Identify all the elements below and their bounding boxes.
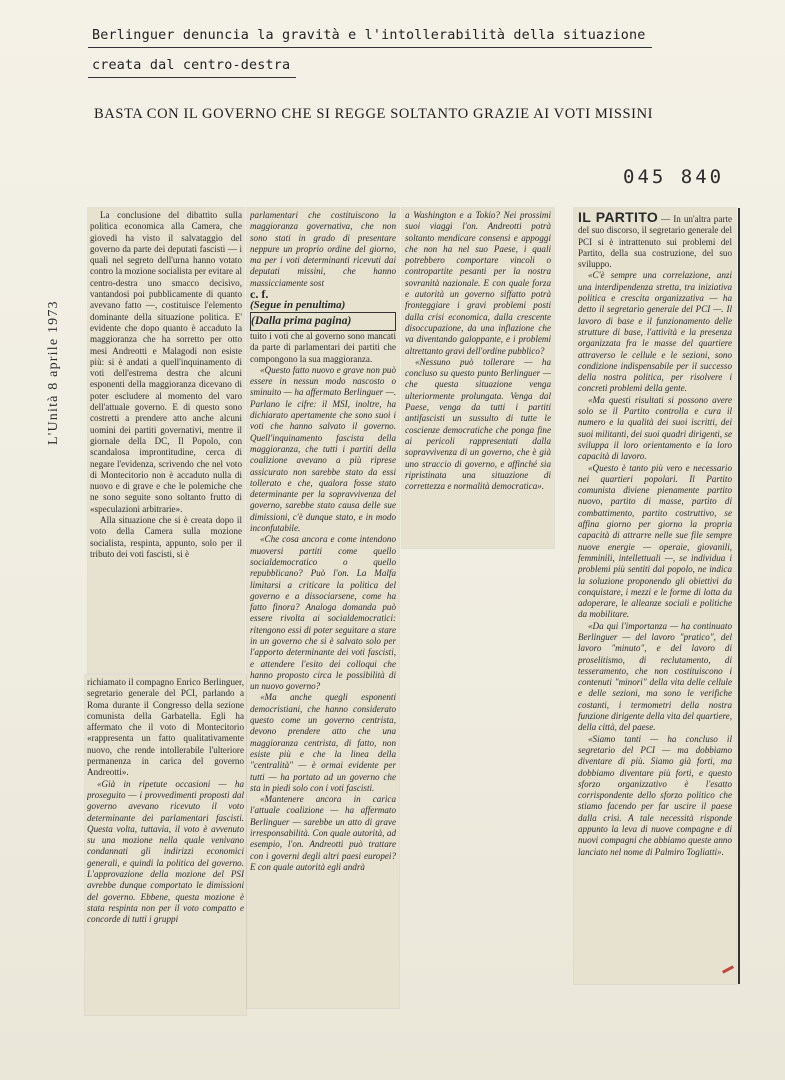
headline-line-1-text: Berlinguer denuncia la gravità e l'intollerabilità della situazione bbox=[92, 28, 646, 43]
article-column-1 bbox=[90, 210, 242, 670]
col3-paragraph-1: a Washington e a Tokio? Nei prossimi suoi viaggi l'on. Andreotti potrà soltanto mendicare consensi e appoggi che non ha nel suo Paese, i quali potrebbero comportare vincoli o contropartite pesanti per la nostra sovranità nazionale. E con quale forza e autorità un governo siffatto potrà fronteggiare i gravi problemi posti dalla crisi economica, dalla crescente disoccupazione, da una inflazione che va diventando galoppante, e i problemi altrettanto gravi dell'ordine pubblico? bbox=[405, 210, 551, 356]
col2-paragraph-3: «Questo fatto nuovo e grave non può essere in nessun modo nascosto o sminuito — ha affermato Berlinguer —. Parlano le cifre: il MSI, inoltre, ha dichiarato apertamente che sono suoi i voti che hanno salvato il governo. Quell'inquinamento fascista della maggioranza, che tutti i partiti della coalizione avevano a più riprese assicurato non sarebbe stato da essi tollerato e che, qualora fosse stato determinante per la sopravvivenza del governo, sarebbe stato causa delle sue dimissioni, c'è dunque stato, e in modo inconfutabile. bbox=[250, 364, 396, 534]
col2-paragraph-4: «Che cosa ancora e come intendono muoversi partiti come quello socialdemocratico o quello repubblicano? Può l'on. La Malfa limitarsi a criticare la politica del governo e a dissociarsene, come ha fatto finora? Analoga domanda può essere rivolta ai socialdemocratici: ritengono essi di poter seguitare a stare in un governo che si è salvato solo per l'apporto determinante dei voti fascisti, e attendere l'esito dei colloqui che hanno proposto circa le possibilità di un nuovo governo? bbox=[250, 534, 396, 692]
from-first-page-box: (Dalla prima pagina) bbox=[250, 312, 396, 331]
headline-underline-2 bbox=[88, 77, 296, 79]
col1b-paragraph-1: richiamato il compagno Enrico Berlinguer, segretario generale del PCI, parlando a Roma durante il Congresso della sezione comunista della Garbatella. Egli ha affermato che il voto di Montecitorio «rappresenta un fatto qualitativamente nuovo, che rende intollerabile l'ulteriore permanenza in carica del governo Andreotti». bbox=[87, 677, 244, 778]
headline-line-1 bbox=[92, 28, 646, 43]
clipping-col2 bbox=[247, 208, 399, 1008]
col4-paragraph-4: «Questo è tanto più vero e necessario nei quartieri popolari. Il Partito comunista diviene pienamente partito nuovo, partito di masse, partito di combattimento, partito costruttivo, se affina giorno per giorno la propria capacità di attrarre nelle sue file sempre nuove energie — operaie, giovanili, femminili, intellettuali —, se individua i problemi più sentiti dal popolo, ne indica la soluzione proponendo gli obiettivi da conquistare, i mezzi e le forme di lotta da adoperare, le alleanze sociali e politiche da mobilitare. bbox=[578, 462, 732, 620]
article-column-3 bbox=[405, 210, 551, 546]
author-signature: c. f. bbox=[250, 287, 269, 302]
clipping-col3 bbox=[402, 208, 554, 548]
col2-paragraph-6: «Mantenere ancora in carica l'attuale coalizione — ha affermato Berlinguer — sarebbe un atto di grave irresponsabilità. Con quale autorità, ad esempio, l'on. Andreotti può trattare con i governi degli altri paesi europei? E con quale autorità egli andrà bbox=[250, 794, 396, 872]
article-column-2 bbox=[250, 210, 396, 1006]
subheadline: BASTA CON IL GOVERNO CHE SI REGGE SOLTANTO GRAZIE AI VOTI MISSINI bbox=[94, 106, 654, 122]
archive-number: 045 840 bbox=[623, 166, 725, 188]
continued-note: (Segue in penultima) bbox=[250, 299, 346, 312]
clipping-col4 bbox=[574, 208, 736, 984]
col3-paragraph-2: «Nessuno può tollerare — ha concluso su questo punto Berlinguer — che questa situazione venga ulteriormente prolungata. Venga dal Paese, venga da tutti i partiti antifascisti un sussulto di tutte le coscienze democratiche che ponga fine ai pericoli rappresentati dalla sopravvivenza di un governo, che è già uno straccio di governo, e affinché sia ripristinata una situazione di correttezza e normalità democratica». bbox=[405, 356, 551, 492]
headline-underline-1 bbox=[88, 47, 652, 49]
clipping-col1 bbox=[88, 208, 244, 673]
headline-line-2-text: creata dal centro-destra bbox=[92, 58, 291, 73]
source-citation: L'Unità 8 aprile 1973 bbox=[46, 300, 61, 445]
article-column-1b bbox=[87, 677, 244, 1013]
col4-paragraph-1: — In un'altra parte del suo discorso, il segretario generale del PCI si è intrattenuto sui problemi del Partito, della sua costruzione, del suo sviluppo. bbox=[578, 214, 732, 270]
headline-line-2 bbox=[92, 58, 290, 73]
clipping-col1b bbox=[85, 675, 246, 1015]
col2-paragraph-5: «Ma anche quegli esponenti democristiani, che hanno considerato questo come un governo centrista, devono prendere atto che una maggioranza centrista, di fatto, non esiste più e che la linea della "centralità" — è ormai evidente per tutti — ha portato ad un governo che sta in piedi solo con i voti fascisti. bbox=[250, 692, 396, 793]
col1b-paragraph-2: «Già in ripetute occasioni — ha proseguito — i provvedimenti proposti dal governo avevano ricevuto il voto determinante dei parlamentari fascisti. Questa volta, tuttavia, il voto è avvenuto su una mozione nella quale venivano condannati gli indirizzi economici generali, e quindi la politica del governo. L'approvazione della mozione del PSI avrebbe dunque comportato le dimissioni del governo. Ebbene, questa mozione è stata respinta non per il voto compatto e concorde di tutti i gruppi bbox=[87, 778, 244, 925]
col4-paragraph-5: «Da qui l'importanza — ha continuato Berlinguer — del lavoro "pratico", del lavoro "minuto", e del lavoro di proselitismo, di reclutamento, di tesseramento, che non costituiscono i contenuti "minori" della vita delle cellule e delle sezioni, ma sono le verifiche costanti, i termometri della nostra funzione dirigente della vita del quartiere, della città, del paese. bbox=[578, 620, 732, 733]
col1-paragraph-1: La conclusione del dibattito sulla politica economica alla Camera, che giovedì ha visto il salvataggio del governo da parte dei deputati fascisti — i quali nel segreto dell'urna hanno votato contro la mozione socialista per evitare al centro-destra uno smacco decisivo, vantandosi poi pubblicamente di quanto avevano fatto —, costituisce l'elemento dominante della situazione politica. E' evidente che dopo quanto è accaduto la maggioranza che ha sorretto per otto mesi Andreotti e Malagodi non esiste più: si è andati a quell'inquinamento di voti dell'estrema destra che alcuni esponenti della maggioranza dicevano di poter escludere al momento del varo dell'attuale governo. E di questo sono costretti a prendere atto anche alcuni uomini dei partiti governativi, mentre il giornale della DC, Il Popolo, con scandalosa improntitudine, cerca di negare l'evidenza, scrivendo che nel voto di Montecitorio non è accaduto nulla di nuovo e di grave e che le polemiche che ne sono seguite sono soltanto frutto di «speculazioni arbitrarie». bbox=[90, 210, 242, 514]
col1-paragraph-2: Alla situazione che si è creata dopo il voto della Camera sulla mozione socialista, respinta, appunto, solo per il tributo dei voti fascisti, si è bbox=[90, 515, 242, 559]
col4-paragraph-6: «Siamo tanti — ha concluso il segretario del PCI — ma dobbiamo diventare di più. Siamo già forti, ma dobbiamo diventare più forti, e questo sforzo organizzativo è l'esatto corrispondente dello sforzo politico che stiamo facendo per far uscire il paese dalla crisi. A tale necessità risponde appunto la leva di nuove compagne e di nuovi compagni che abbiamo queste anno lanciato nel nome di Palmiro Togliatti». bbox=[578, 733, 732, 857]
column-rule-right bbox=[738, 208, 740, 984]
section-heading-il-partito: IL PARTITO bbox=[578, 212, 659, 225]
col2-paragraph-1: parlamentari che costituiscono la maggioranza governativa, che non sono stati in grado di presentare neppure un proprio ordine del giorno, ma per i voti determinanti ricevuti dai deputati missini, che hanno massicciamente sost bbox=[250, 210, 396, 288]
col2-paragraph-2: tuito i voti che al governo sono mancati da parte di parlamentari dei partiti che compongono la sua maggioranza. bbox=[250, 330, 396, 364]
col4-paragraph-2: «C'è sempre una correlazione, anzi una interdipendenza stretta, tra iniziativa politica e crescita organizzativa — ha detto il segretario generale del PCI —. Il lavoro di base e il funzionamento delle strutture di base, l'attività e la presenza organizzata fra le masse del quartiere attraverso le cellule e le sezioni, sono condizione indispensabile per il successo della nostra politica, per risolvere i concreti problemi della gente. bbox=[578, 270, 732, 394]
col4-paragraph-3: «Ma questi risultati si possono avere solo se il Partito controlla e cura il numero e la qualità dei suoi iscritti, dei suoi militanti, dei suoi quadri dirigenti, se sviluppa il loro orientamento e la loro capacità di lavoro. bbox=[578, 394, 732, 462]
article-column-4 bbox=[578, 212, 732, 980]
